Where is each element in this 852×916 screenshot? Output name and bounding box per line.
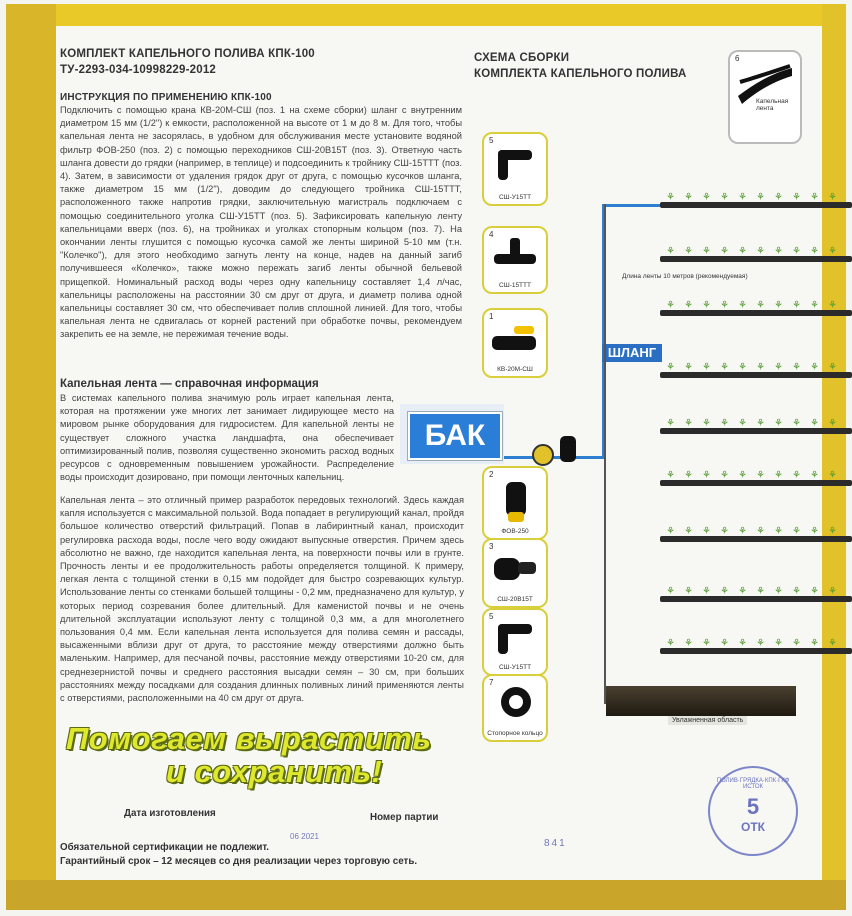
part-card-elbow-bottom <box>482 608 548 676</box>
seedling-icon: ⚘ <box>756 418 765 429</box>
seedling-icon: ⚘ <box>666 638 675 649</box>
seedling-icon: ⚘ <box>720 638 729 649</box>
part-label: СШ-У15ТТ <box>498 664 532 671</box>
part-card-valve <box>482 308 548 378</box>
garden-bed-row <box>660 638 852 654</box>
seedling-icon: ⚘ <box>738 586 747 597</box>
garden-bed-row <box>660 470 852 486</box>
seedling-icon: ⚘ <box>684 418 693 429</box>
garden-bed-row <box>660 300 852 316</box>
part-card-tee <box>482 226 548 294</box>
part-number: 5 <box>489 136 494 145</box>
wet-area-label: Увлажненная область <box>668 716 747 725</box>
part-number: 3 <box>489 542 494 551</box>
part-label: Стопорное кольцо <box>487 730 543 737</box>
seedling-icon: ⚘ <box>666 526 675 537</box>
seedling-icon: ⚘ <box>774 362 783 373</box>
wet-area-graphic <box>606 686 796 716</box>
elbow-connector-icon <box>492 618 538 658</box>
tee-connector-icon <box>492 236 538 276</box>
part-number: 2 <box>489 470 494 479</box>
seedling-icon: ⚘ <box>810 362 819 373</box>
seedling-icon: ⚘ <box>684 362 693 373</box>
seedling-icon: ⚘ <box>720 246 729 257</box>
stamp-number: 5 <box>746 794 760 819</box>
seedling-icon: ⚘ <box>828 362 837 373</box>
seedling-icon: ⚘ <box>792 526 801 537</box>
batch-stamp: 841 <box>544 838 567 849</box>
seedling-icon: ⚘ <box>738 192 747 203</box>
garden-bed-row <box>660 362 852 378</box>
seedling-icon: ⚘ <box>810 246 819 257</box>
tank-graphic <box>400 404 504 464</box>
seedling-icon: ⚘ <box>720 586 729 597</box>
seedling-icon: ⚘ <box>720 470 729 481</box>
seedling-icon: ⚘ <box>828 586 837 597</box>
seedling-icon: ⚘ <box>828 638 837 649</box>
seedling-icon: ⚘ <box>666 362 675 373</box>
seedling-icon: ⚘ <box>684 300 693 311</box>
seedling-icon: ⚘ <box>702 586 711 597</box>
seedling-icon: ⚘ <box>774 638 783 649</box>
seedling-icon: ⚘ <box>756 526 765 537</box>
manifold-pipe <box>604 204 606 704</box>
garden-bed-row <box>660 192 852 208</box>
seedling-icon: ⚘ <box>702 638 711 649</box>
part-label: КВ-20М-СШ <box>497 366 533 373</box>
scheme-title-line1: СХЕМА СБОРКИ <box>474 52 570 64</box>
box-flap-bottom <box>6 880 846 910</box>
seedling-icon: ⚘ <box>792 362 801 373</box>
seedling-icon: ⚘ <box>774 586 783 597</box>
seedling-icon: ⚘ <box>738 526 747 537</box>
seedling-icon: ⚘ <box>738 246 747 257</box>
seedling-icon: ⚘ <box>738 418 747 429</box>
garden-bed-row <box>660 246 852 262</box>
seedling-icon: ⚘ <box>756 362 765 373</box>
seedling-icon: ⚘ <box>702 362 711 373</box>
seedling-icon: ⚘ <box>810 526 819 537</box>
seedling-icon: ⚘ <box>702 246 711 257</box>
seedling-icon: ⚘ <box>774 192 783 203</box>
slogan-line2: и сохранить! <box>166 754 383 789</box>
seedling-icon: ⚘ <box>810 418 819 429</box>
seedling-icon: ⚘ <box>666 192 675 203</box>
stamp-ring-text: ПОЛИВ·ГРЯДКА·КПК·ГКФ ИСТОК <box>716 778 790 790</box>
product-spec: ТУ-2293-034-10998229-2012 <box>60 64 217 76</box>
seedling-icon: ⚘ <box>756 638 765 649</box>
seedling-icon: ⚘ <box>756 300 765 311</box>
part-card-elbow-top <box>482 132 548 206</box>
part-card-adapter <box>482 538 548 608</box>
seedling-icon: ⚘ <box>774 246 783 257</box>
seedling-icon: ⚘ <box>828 418 837 429</box>
part-number: 1 <box>489 312 494 321</box>
tank-label: БАК <box>408 412 502 460</box>
date-stamp: 06 2021 <box>290 832 319 841</box>
valve-icon <box>490 320 540 360</box>
seedling-icon: ⚘ <box>756 192 765 203</box>
seedling-icon: ⚘ <box>792 586 801 597</box>
slogan-line1: Помогаем вырастить <box>66 721 432 756</box>
seedling-icon: ⚘ <box>774 470 783 481</box>
seedling-icon: ⚘ <box>810 638 819 649</box>
seedling-icon: ⚘ <box>720 526 729 537</box>
seedling-icon: ⚘ <box>684 246 693 257</box>
seedling-icon: ⚘ <box>792 638 801 649</box>
seedling-icon: ⚘ <box>684 638 693 649</box>
lock-ring-icon <box>496 682 536 722</box>
part-label: ФОВ-250 <box>501 528 529 535</box>
seedling-icon: ⚘ <box>774 418 783 429</box>
hose-top-branch <box>602 204 660 207</box>
elbow-connector-icon <box>492 144 538 184</box>
seedling-icon: ⚘ <box>684 192 693 203</box>
reference-heading: Капельная лента — справочная информация <box>60 378 319 390</box>
seedling-icon: ⚘ <box>756 470 765 481</box>
seedling-icon: ⚘ <box>810 470 819 481</box>
seedling-icon: ⚘ <box>828 526 837 537</box>
part-number: 5 <box>489 612 494 621</box>
seedling-icon: ⚘ <box>774 526 783 537</box>
seedling-icon: ⚘ <box>810 192 819 203</box>
seedling-icon: ⚘ <box>738 300 747 311</box>
part-label: Капельная лента <box>756 98 789 112</box>
box-flap-right <box>822 4 846 904</box>
part-card-ring <box>482 674 548 742</box>
certification-note: Обязательной сертификации не подлежит. <box>60 842 270 853</box>
reference-para2: Капельная лента – это отличный пример разработок передовых технологий. Здесь каждая капля используется с максимальной пользой. Вода попадает в регулирующий канал, пройдя большое количество отверстий фильтраций. Попав в лабиринтный канал, происходит регулировка расхода воды, после чего воду ожидают выпускные отверстия. Причем здесь абсолютно не важно, где находится капельная лента, на поверхности почвы или в грунте. Прочность ленты и ее продолжительность работы определяется толщиной. К примеру, легкая лента с толщиной стенки в 0,15 мм подойдет для быстро созревающих культур. Использование ленты со стенками большей толщины - 0,2 мм, предназначено для культур, у которых период созревания более длительный. Для каменистой почвы и не очень длительной эксплуатации используют ленту с толщиной 0,3 мм, а для многолетнего пользования 0,4 мм. Если капельная лента используется для полива семян и рассады, высаженными вблизи друг от друга, то расстояние между отверстиями должно быть маленьким. Например, для песчаной почвы, расстояние между отверстиями 10-20 см, для среднезернистой почвы и среднего расстояния высадки семян – 30 см, при больших расстояниях между посадками для создания длинных поливных линий применяются ленты с отверстиями, расположенными на 40 см друг от друга. <box>60 495 464 704</box>
seedling-icon: ⚘ <box>774 300 783 311</box>
seedling-icon: ⚘ <box>720 192 729 203</box>
seedling-icon: ⚘ <box>828 300 837 311</box>
hose-to-tank <box>504 456 604 459</box>
seedling-icon: ⚘ <box>792 300 801 311</box>
seedling-icon: ⚘ <box>684 526 693 537</box>
seedling-icon: ⚘ <box>702 526 711 537</box>
stamp-mark: ОТК <box>741 820 765 834</box>
filter-icon <box>494 476 538 524</box>
seedling-icon: ⚘ <box>792 246 801 257</box>
tape-length-note: Длина ленты 10 метров (рекомендуемая) <box>622 273 748 280</box>
seedling-icon: ⚘ <box>756 586 765 597</box>
seedling-icon: ⚘ <box>702 300 711 311</box>
garden-bed-row <box>660 586 852 602</box>
part-label: СШ-У15ТТ <box>498 194 532 201</box>
reference-para1: В системах капельного полива значимую роль играет капельная лента, которая на протяжении уже многих лет занимает лидирующее место на мировом рынке оборудования для гидросистем. Для капельной ленты не существует сложного участка ландшафта, она обеспечивает оптимизированный полив, позволяя существенно экономить расход водных ресурсов с одновременным повышением урожайности. Распределение воды происходит дозировано, при помощи ленточных капельниц. <box>60 393 394 483</box>
part-label: СШ-15ТТТ <box>499 282 531 289</box>
part-label: СШ-20В15Т <box>497 596 533 603</box>
valve-on-line-icon <box>560 436 576 462</box>
date-label: Дата изготовления <box>124 808 216 819</box>
seedling-icon: ⚘ <box>828 192 837 203</box>
seedling-icon: ⚘ <box>666 418 675 429</box>
seedling-icon: ⚘ <box>738 638 747 649</box>
seedling-icon: ⚘ <box>810 586 819 597</box>
seedling-icon: ⚘ <box>702 470 711 481</box>
seedling-icon: ⚘ <box>828 470 837 481</box>
seedling-icon: ⚘ <box>828 246 837 257</box>
adapter-icon <box>490 552 540 588</box>
seedling-icon: ⚘ <box>666 300 675 311</box>
seedling-icon: ⚘ <box>720 300 729 311</box>
batch-label: Номер партии <box>370 812 439 823</box>
box-flap-left <box>6 4 56 904</box>
part-card-tape <box>728 50 802 144</box>
filter-on-line-icon <box>532 444 554 466</box>
seedling-icon: ⚘ <box>720 362 729 373</box>
seedling-icon: ⚘ <box>738 362 747 373</box>
seedling-icon: ⚘ <box>702 192 711 203</box>
part-number: 7 <box>489 678 494 687</box>
product-title: КОМПЛЕКТ КАПЕЛЬНОГО ПОЛИВА КПК-100 <box>60 48 315 60</box>
warranty-note: Гарантийный срок – 12 месяцев со дня реализации через торговую сеть. <box>60 856 418 867</box>
part-number: 4 <box>489 230 494 239</box>
seedling-icon: ⚘ <box>792 192 801 203</box>
seedling-icon: ⚘ <box>756 246 765 257</box>
seedling-icon: ⚘ <box>666 246 675 257</box>
part-card-filter <box>482 466 548 540</box>
seedling-icon: ⚘ <box>684 470 693 481</box>
seedling-icon: ⚘ <box>810 300 819 311</box>
label-sheet <box>56 26 837 880</box>
instruction-text: Подключить с помощью крана КВ-20М-СШ (поз. 1 на схеме сборки) шланг с внутренним диаметром 15 мм (1/2") к емкости, расположенной на высоте от 1 м до 8 м. Для того, чтобы капельная лента не засорялась, в удобном для обслуживания месте установите водяной фильтр ФОВ-250 (поз. 2) с помощью переходников СШ-20В15Т (поз. 3). Ответную часть шланга довести до грядки (например, в теплице) и подсоединить к тройнику СШ-15ТТТ (поз. 4). Затем, в зависимости от удаления грядок друг от друга, с помощью кусочков шланга, также диаметром 15 мм (1/2"), доводим до следующего тройника СШ-15ТТТ, расположенного также напротив грядки, заключительную магистраль подключаем с помощью соединительного уголка СШ-У15ТТ (поз. 5). Зафиксировать капельную ленту капельницами вверх (поз. 6), на тройниках и уголках стопорным кольцом (поз. 7). На окончании ленты глушится с помощью кусочка самой же ленты шириной 5-10 мм (т.н. "Колечко"), для этого необходимо загнуть ленту на конце, надев на данный загиб получившееся «Колечко», также можно пережать загиб ленты обычной бельевой прищепкой. Номинальный расход воды через одну капельницу составляет 1,4 л/час, капельницы расположены на расстоянии 30 см друг от друга, и диаметр полива одной капельницы составляет 30 см, что обеспечивает полив сплошной линией. Для того, чтобы капельная лента не сдвигалась от корней растений при обработке почвы, рекомендуем закрепить ее на земле, не пережимая течение воды. <box>60 105 462 340</box>
quality-stamp <box>708 766 798 856</box>
garden-bed-row <box>660 526 852 542</box>
garden-bed-row <box>660 418 852 434</box>
seedling-icon: ⚘ <box>684 586 693 597</box>
scheme-title-line2: КОМПЛЕКТА КАПЕЛЬНОГО ПОЛИВА <box>474 68 687 80</box>
seedling-icon: ⚘ <box>792 470 801 481</box>
seedling-icon: ⚘ <box>720 418 729 429</box>
part-number: 6 <box>735 54 740 63</box>
instruction-heading: ИНСТРУКЦИЯ ПО ПРИМЕНЕНИЮ КПК-100 <box>60 92 272 103</box>
seedling-icon: ⚘ <box>738 470 747 481</box>
seedling-icon: ⚘ <box>702 418 711 429</box>
hose-label: ШЛАНГ <box>602 344 662 362</box>
seedling-icon: ⚘ <box>666 470 675 481</box>
seedling-icon: ⚘ <box>666 586 675 597</box>
seedling-icon: ⚘ <box>792 418 801 429</box>
